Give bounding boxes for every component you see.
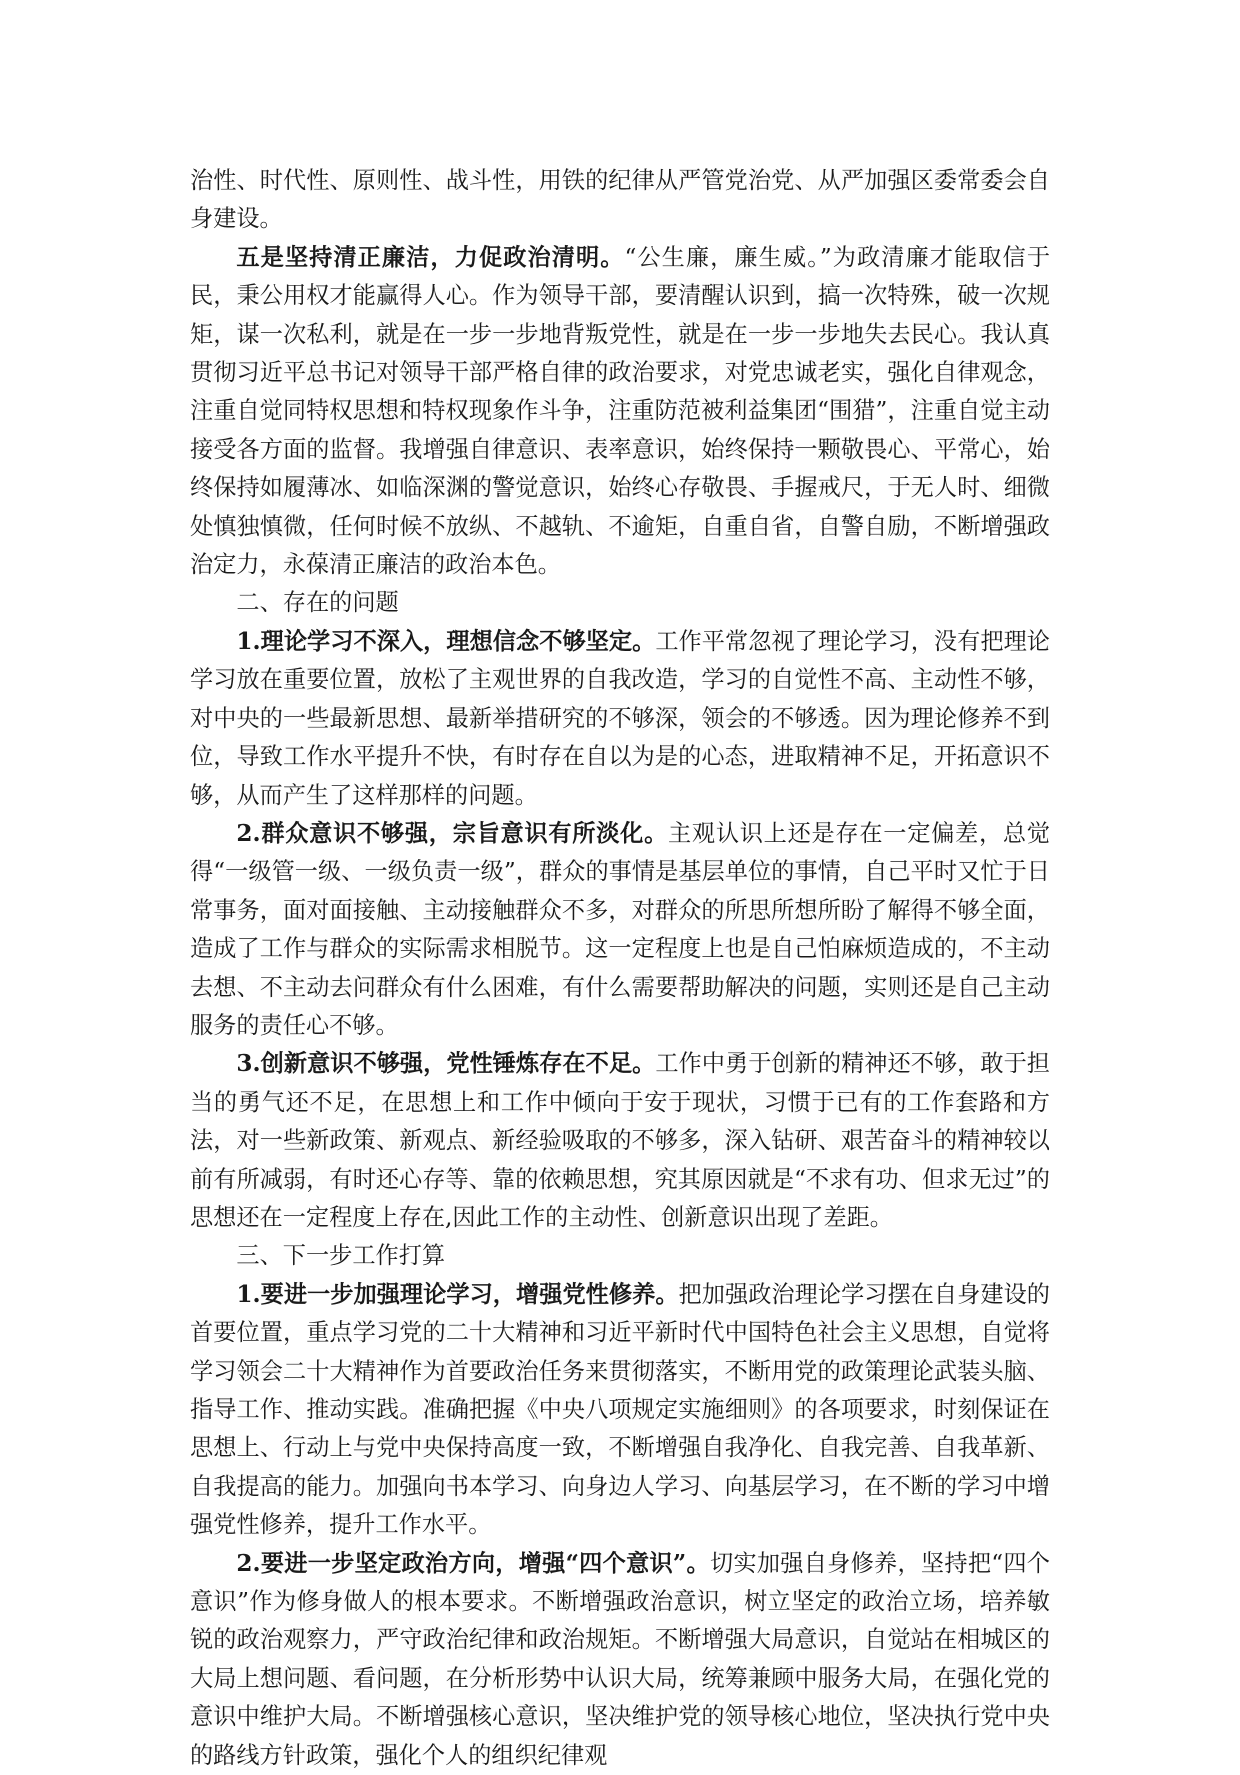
- point5-paragraph: [190, 239, 1050, 585]
- section3-item-1: [190, 1276, 1050, 1545]
- section2-item-1-text: 工作平常忽视了理论学习，没有把理论学习放在重要位置，放松了主观世界的自我改造，学习的自觉性不高、主动性不够，对中央的一些最新思想、最新举措研究的不够深，领会的不够透。因为理论修养不到位，导致工作水平提升不快，有时存在自以为是的心态，进取精神不足，开拓意识不够，从而产生了这样那样的问题。: [190, 627, 1050, 809]
- section3-heading: 三、下一步工作打算: [236, 1242, 446, 1270]
- section2-item-2-lead: 2.群众意识不够强，宗旨意识有所淡化。: [236, 819, 668, 847]
- section2-item-3-lead: 3.创新意识不够强，党性锤炼存在不足。: [236, 1050, 656, 1078]
- section2-item-1: [190, 623, 1050, 815]
- point5-text: “公生廉，廉生威。”为政清廉才能取信于民，秉公用权才能赢得人心。作为领导干部，要清醒认识到，搞一次特殊，破一次规矩，谋一次私利，就是在一步一步地背叛党性，就是在一步一步地失去民心。我认真贯彻习近平总书记对领导干部严格自律的政治要求，对党忠诚老实，强化自律观念，注重自觉同特权思想和特权现象作斗争，注重防范被利益集团“围猎”，注重自觉主动接受各方面的监督。我增强自律意识、表率意识，始终保持一颗敬畏心、平常心，始终保持如履薄冰、如临深渊的警觉意识，始终心存敬畏、手握戒尺，于无人时、细微处慎独慎微，任何时候不放纵、不越轨、不逾矩，自重自省，自警自励，不断增强政治定力，永葆清正廉洁的政治本色。: [190, 243, 1051, 579]
- section2-item-2-text: 主观认识上还是存在一定偏差，总觉得“一级管一级、一级负责一级”，群众的事情是基层单位的事情，自己平时又忙于日常事务，面对面接触、主动接触群众不多，对群众的所思所想所盼了解得不够全面，造成了工作与群众的实际需求相脱节。这一定程度上也是自己怕麻烦造成的，不主动去想、不主动去问群众有什么困难，有什么需要帮助解决的问题，实则还是自己主动服务的责任心不够。: [190, 819, 1050, 1039]
- point5-lead: 五是坚持清正廉洁，力促政治清明。: [236, 243, 625, 271]
- section2-item-1-lead: 1.理论学习不深入，理想信念不够坚定。: [236, 627, 656, 655]
- section2-item-3: [190, 1045, 1050, 1237]
- section3-item-2-text: 切实加强自身修养，坚持把“四个意识”作为修身做人的根本要求。不断增强政治意识，树立坚定的政治立场，培养敏锐的政治观察力，严守政治纪律和政治规矩。不断增强大局意识，自觉站在相城区的大局上想问题、看问题，在分析形势中认识大局，统筹兼顾中服务大局，在强化党的意识中维护大局。不断增强核心意识，坚决维护党的领导核心地位，坚决执行党中央的路线方针政策，强化个人的组织纪律观: [190, 1549, 1050, 1769]
- section3-item-2-lead: 2.要进一步坚定政治方向，增强“四个意识”。: [236, 1549, 710, 1577]
- section3-item-2: [190, 1545, 1050, 1775]
- section2-item-2: [190, 815, 1050, 1045]
- intro-continuation: 治性、时代性、原则性、战斗性，用铁的纪律从严管党治党、从严加强区委常委会自身建设。: [190, 167, 1050, 233]
- section2-heading: 二、存在的问题: [236, 589, 399, 617]
- section3-item-1-text: 把加强政治理论学习摆在自身建设的首要位置，重点学习党的二十大精神和习近平新时代中国特色社会主义思想，自觉将学习领会二十大精神作为首要政治任务来贯彻落实，不断用党的政策理论武装头脑、指导工作、推动实践。准确把握《中央八项规定实施细则》的各项要求，时刻保证在思想上、行动上与党中央保持高度一致，不断增强自我净化、自我完善、自我革新、自我提高的能力。加强向书本学习、向身边人学习、向基层学习，在不断的学习中增强党性修养，提升工作水平。: [190, 1280, 1050, 1539]
- document-page: [190, 162, 1050, 1775]
- section2-item-3-text: 工作中勇于创新的精神还不够，敢于担当的勇气还不足，在思想上和工作中倾向于安于现状，习惯于已有的工作套路和方法，对一些新政策、新观点、新经验吸取的不够多，深入钻研、艰苦奋斗的精神较以前有所减弱，有时还心存等、靠的依赖思想，究其原因就是“不求有功、但求无过”的思想还在一定程度上存在,因此工作的主动性、创新意识出现了差距。: [190, 1050, 1050, 1231]
- section3-item-1-lead: 1.要进一步加强理论学习，增强党性修养。: [236, 1280, 679, 1308]
